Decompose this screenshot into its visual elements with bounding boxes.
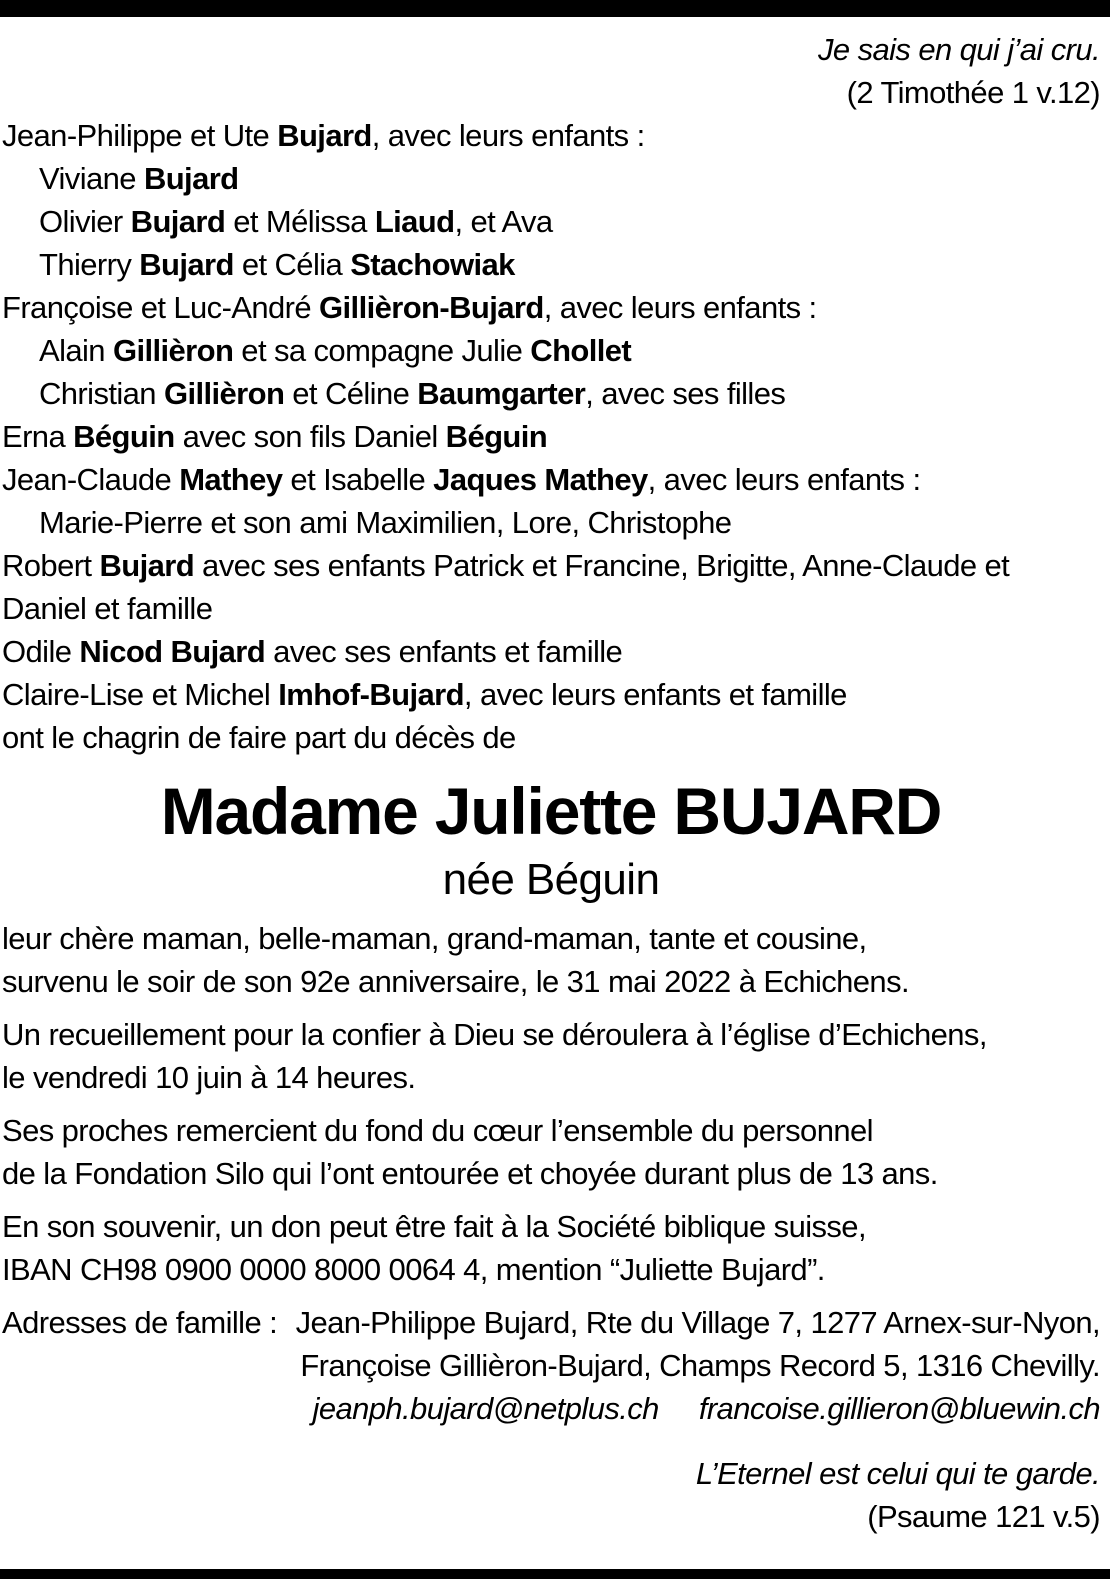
family-text: ont le chagrin de faire part du décès de: [2, 720, 516, 755]
family-line: [2, 673, 1100, 716]
family-line: [2, 716, 1100, 759]
family-surname: Bujard: [143, 161, 239, 196]
family-list: [2, 114, 1100, 759]
email-row: [287, 1387, 1100, 1430]
family-line: [2, 415, 1100, 458]
family-surname: Béguin: [445, 419, 548, 454]
family-surname: Baumgarter: [417, 376, 586, 411]
family-text: avec ses enfants Patrick et Francine, Brigitte, Anne-Claude et Daniel et famille: [2, 548, 1010, 626]
family-surname: Béguin: [73, 419, 175, 454]
family-text: Erna: [2, 419, 74, 454]
family-line: [2, 157, 1100, 200]
paragraph-ceremony: [2, 1013, 1100, 1099]
family-line: [2, 458, 1100, 501]
family-line: [2, 243, 1100, 286]
paragraph-line: le vendredi 10 juin à 14 heures.: [2, 1060, 416, 1095]
family-surname: Gillièron: [112, 333, 234, 368]
family-surname: Mathey: [179, 462, 283, 497]
paragraph-thanks: [2, 1109, 1100, 1195]
family-surname: Bujard: [139, 247, 234, 282]
family-line: [2, 114, 1100, 157]
family-text: Thierry: [39, 247, 140, 282]
closing-reference: (Psaume 121 v.5): [867, 1499, 1100, 1534]
closing-quote: L’Eternel est celui qui te garde.: [695, 1456, 1100, 1491]
family-text: avec ses enfants et famille: [265, 634, 623, 669]
family-surname: Jaques Mathey: [433, 462, 648, 497]
email-link-jeanph[interactable]: jeanph.bujard@netplus.ch: [312, 1391, 659, 1426]
family-text: Claire-Lise et Michel: [2, 677, 279, 712]
family-text: et Céline: [284, 376, 418, 411]
family-text: et Isabelle: [282, 462, 434, 497]
paragraph-relationship: [2, 917, 1100, 1003]
family-text: et Mélissa: [225, 204, 375, 239]
family-text: et Célia: [233, 247, 351, 282]
paragraph-line: Ses proches remercient du fond du cœur l’ensemble du personnel: [2, 1113, 873, 1148]
family-line: [2, 200, 1100, 243]
deceased-block: [2, 769, 1100, 907]
family-text: Françoise et Luc-André: [2, 290, 320, 325]
family-surname: Liaud: [374, 204, 455, 239]
paragraph-line: de la Fondation Silo qui l’ont entourée et choyée durant plus de 13 ans.: [2, 1156, 938, 1191]
epigraph: [2, 28, 1100, 114]
family-text: avec son fils Daniel: [174, 419, 446, 454]
family-line: [2, 372, 1100, 415]
addresses-label: Adresses de famille :: [2, 1305, 278, 1340]
deceased-maiden-name: née Béguin: [442, 855, 660, 904]
paragraph-line: survenu le soir de son 92e anniversaire, le 31 mai 2022 à Echichens.: [2, 964, 909, 999]
family-text: Robert: [2, 548, 100, 583]
family-text: , avec leurs enfants :: [543, 290, 817, 325]
family-text: et sa compagne Julie: [233, 333, 531, 368]
top-rule: [0, 0, 1110, 17]
family-text: Jean-Claude: [2, 462, 180, 497]
family-text: Marie-Pierre et son ami Maximilien, Lore, Christophe: [39, 505, 732, 540]
family-line: [2, 544, 1100, 630]
family-line: [2, 501, 1100, 544]
family-line: [2, 630, 1100, 673]
family-text: Viviane: [39, 161, 144, 196]
family-surname: Bujard: [130, 204, 226, 239]
obituary-notice: [2, 28, 1100, 1538]
family-surname: Chollet: [530, 333, 632, 368]
family-text: Odile: [2, 634, 80, 669]
family-surname: Gillièron: [163, 376, 285, 411]
family-surname: Bujard: [277, 118, 372, 153]
closing-verse: [2, 1452, 1100, 1538]
family-text: , et Ava: [454, 204, 553, 239]
family-surname: Stachowiak: [350, 247, 515, 282]
family-text: , avec leurs enfants :: [371, 118, 645, 153]
family-surname: Bujard: [99, 548, 195, 583]
family-surname: Imhof-Bujard: [278, 677, 464, 712]
deceased-name: Madame Juliette BUJARD: [160, 774, 942, 848]
family-surname: Gillièron-Bujard: [319, 290, 544, 325]
epigraph-quote: Je sais en qui j’ai cru.: [818, 32, 1100, 67]
family-text: , avec leurs enfants :: [647, 462, 921, 497]
family-addresses: [2, 1301, 1100, 1430]
family-text: Christian: [39, 376, 164, 411]
address-line: Jean-Philippe Bujard, Rte du Village 7, 1277 Arnex-sur-Nyon,: [295, 1305, 1100, 1340]
family-text: , avec ses filles: [585, 376, 786, 411]
family-text: Jean-Philippe et Ute: [2, 118, 278, 153]
family-surname: Nicod Bujard: [79, 634, 266, 669]
paragraph-line: IBAN CH98 0900 0000 8000 0064 4, mention “Juliette Bujard”.: [2, 1252, 825, 1287]
address-line: Françoise Gillièron-Bujard, Champs Record 5, 1316 Chevilly.: [300, 1348, 1100, 1383]
family-line: [2, 329, 1100, 372]
family-text: Olivier: [39, 204, 131, 239]
paragraph-donation: [2, 1205, 1100, 1291]
bottom-rule: [0, 1569, 1110, 1579]
addresses-list: [287, 1301, 1100, 1430]
family-line: [2, 286, 1100, 329]
family-text: Alain: [39, 333, 113, 368]
paragraph-line: Un recueillement pour la confier à Dieu se déroulera à l’église d’Echichens,: [2, 1017, 987, 1052]
email-link-francoise[interactable]: francoise.gillieron@bluewin.ch: [698, 1391, 1100, 1426]
epigraph-reference: (2 Timothée 1 v.12): [846, 75, 1100, 110]
paragraph-line: En son souvenir, un don peut être fait à la Société biblique suisse,: [2, 1209, 866, 1244]
family-text: , avec leurs enfants et famille: [463, 677, 847, 712]
paragraph-line: leur chère maman, belle-maman, grand-maman, tante et cousine,: [2, 921, 867, 956]
